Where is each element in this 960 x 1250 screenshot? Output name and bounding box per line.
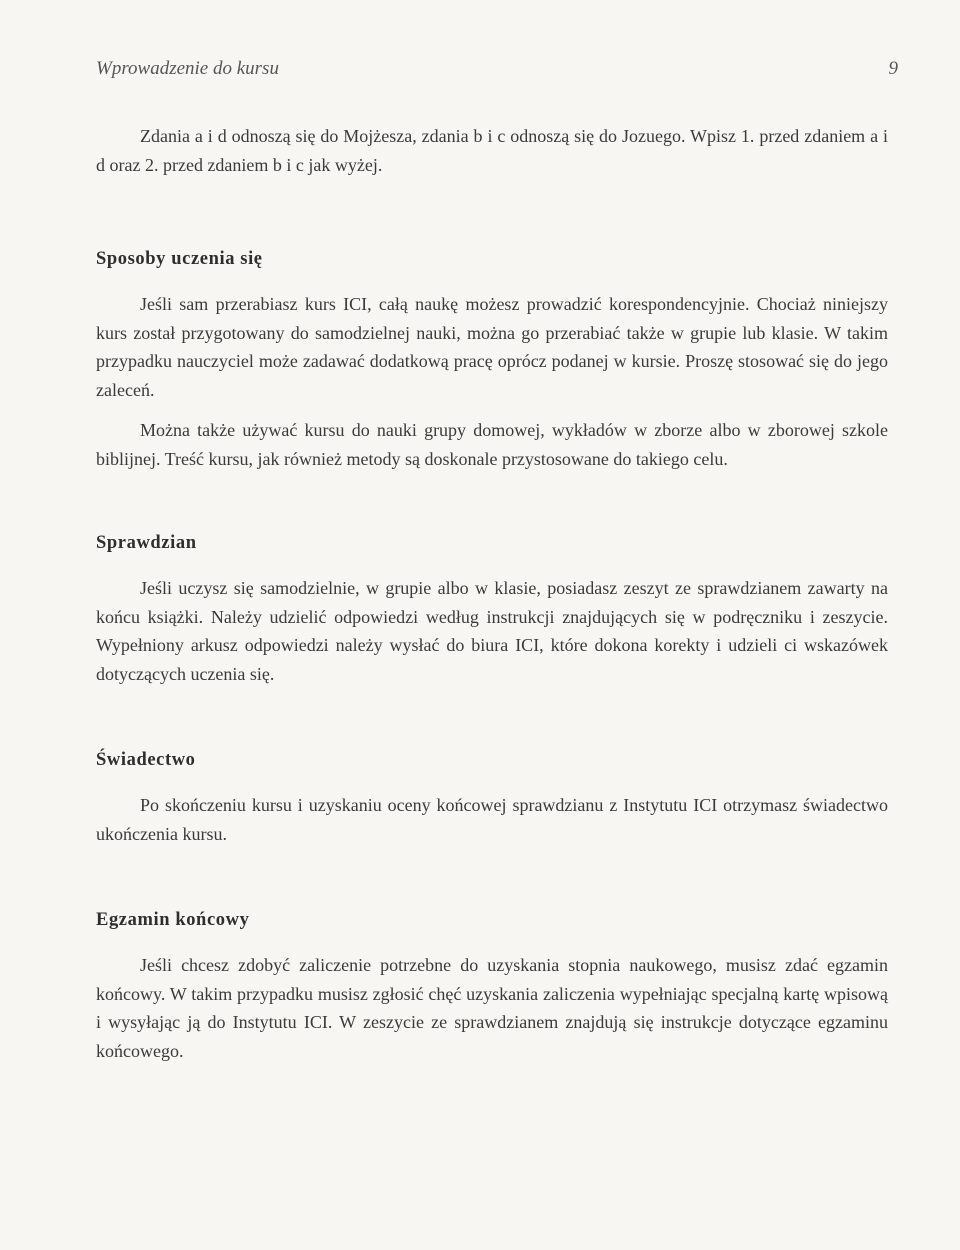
section-paragraph: Jeśli chcesz zdobyć zaliczenie potrzebne do uzyskania stopnia naukowego, musisz zdać egzamin końcowy. W takim przypadku musisz zgłosić chęć uzyskania zaliczenia wypełniając specjalną kartę wpisową i wysyłając ją do Instytutu ICI. W zeszycie ze sprawdzianem znajdują się instrukcje dotyczące egzaminu końcowego. xyxy=(96,955,888,1061)
section-paragraph: Jeśli uczysz się samodzielnie, w grupie albo w klasie, posiadasz zeszyt ze sprawdzianem zawarty na końcu książki. Należy udzielić odpowiedzi według instrukcji znajdujących się w podręczniku i zeszycie. Wypełniony arkusz odpowiedzi należy wysłać do biura ICI, które dokona korekty i udzieli ci wskazówek dotyczących uczenia się. xyxy=(96,578,888,684)
section-heading: Egzamin końcowy xyxy=(96,910,250,930)
section-heading: Świadectwo xyxy=(96,750,196,770)
section-paragraph: Po skończeniu kursu i uzyskaniu oceny końcowej sprawdzianu z Instytutu ICI otrzymasz świadectwo ukończenia kursu. xyxy=(96,795,888,844)
section-test xyxy=(96,533,888,688)
intro-paragraph: Zdania a i d odnoszą się do Mojżesza, zdania b i c odnoszą się do Jozuego. Wpisz 1. przed zdaniem a i d oraz 2. przed zdaniem b i c jak wyżej. xyxy=(96,126,888,175)
section-paragraph: Jeśli sam przerabiasz kurs ICI, całą naukę możesz prowadzić korespondencyjnie. Chociaż niniejszy kurs został przygotowany do samodzielnej nauki, można go przerabiać także w grupie lub klasie. W takim przypadku nauczyciel może zadawać dodatkową pracę oprócz podanej w kursie. Proszę stosować się do jego zaleceń. xyxy=(96,294,888,400)
running-header xyxy=(96,58,898,80)
page-number: 9 xyxy=(888,58,898,79)
section-final-exam xyxy=(96,910,888,1065)
chapter-title: Wprowadzenie do kursu xyxy=(96,58,279,79)
intro-block xyxy=(96,122,888,179)
section-learning-methods xyxy=(96,249,888,473)
section-paragraph: Można także używać kursu do nauki grupy domowej, wykładów w zborze albo w zborowej szkole biblijnej. Treść kursu, jak również metody są doskonale przystosowane do takiego celu. xyxy=(96,420,888,469)
section-heading: Sprawdzian xyxy=(96,533,197,553)
section-certificate xyxy=(96,750,888,848)
section-heading: Sposoby uczenia się xyxy=(96,249,263,269)
document-page xyxy=(96,58,898,1127)
